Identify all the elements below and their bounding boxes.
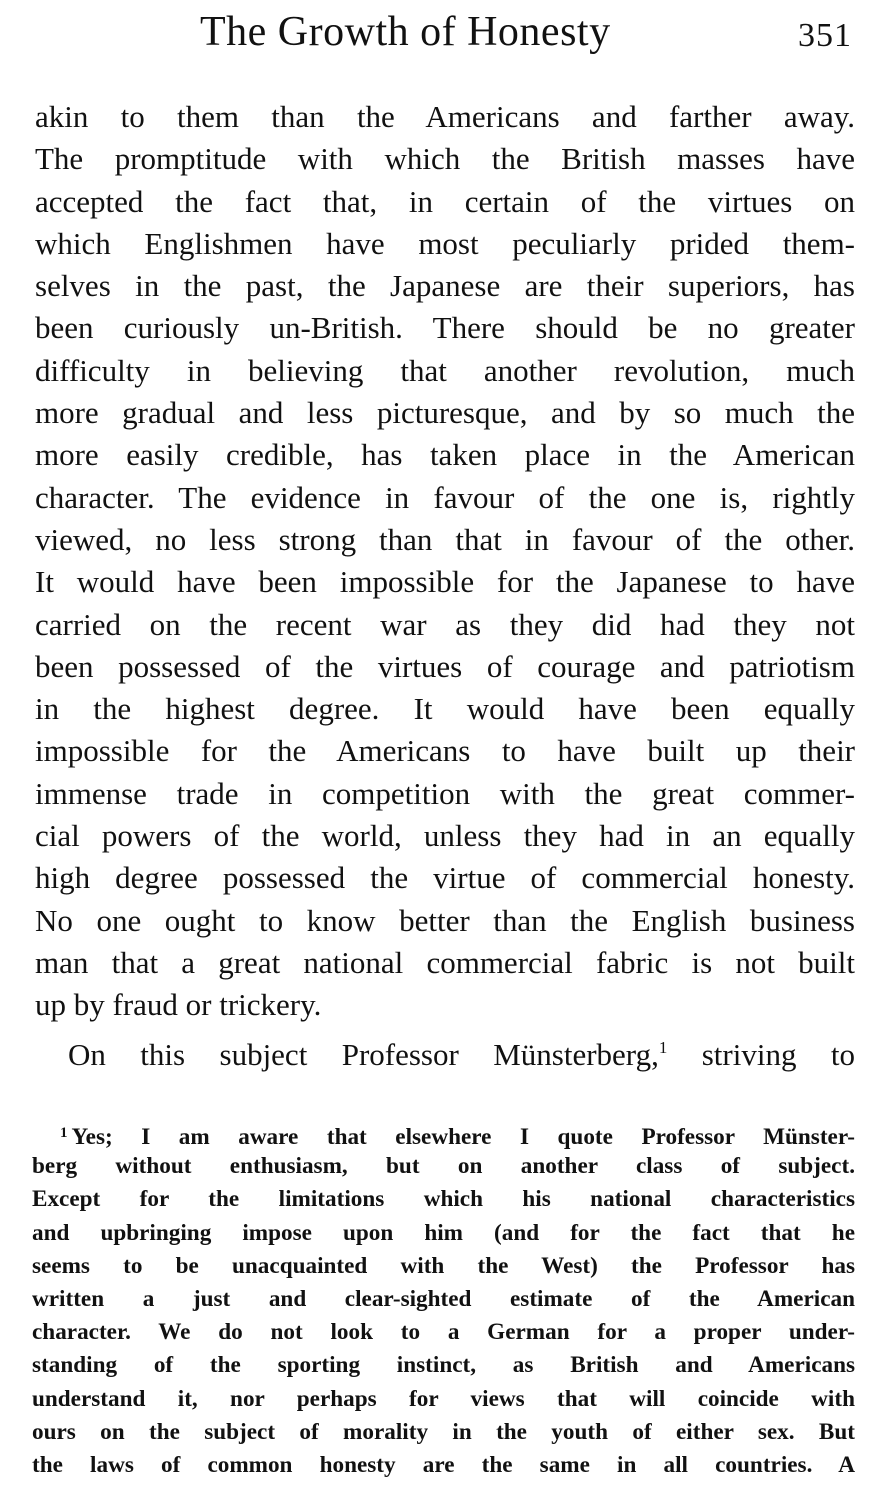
body-line: in the highest degree. It would have been equally bbox=[35, 691, 855, 727]
body-text bbox=[35, 96, 855, 1072]
body-line: been possessed of the virtues of courage and patriotism bbox=[35, 648, 855, 684]
body-line: selves in the past, the Japanese are their superiors, has bbox=[35, 268, 855, 304]
body-line: which Englishmen have most peculiarly prided them- bbox=[35, 225, 855, 261]
body-line: It would have been impossible for the Japanese to have bbox=[35, 564, 855, 600]
footnote-line: standing of the sporting instinct, as British and Americans bbox=[32, 1352, 855, 1379]
body-line: immense trade in competition with the great commer- bbox=[35, 775, 855, 811]
footnote-line: berg without enthusiasm, but on another class of subject. bbox=[32, 1153, 855, 1180]
running-header bbox=[0, 6, 870, 60]
footnote-line: seems to be unacquainted with the West) the Professor has bbox=[32, 1252, 855, 1279]
footnote-line: written a just and clear-sighted estimate of the American bbox=[32, 1285, 855, 1312]
footnote-line: the laws of common honesty are the same in all countries. A bbox=[32, 1451, 855, 1478]
footnote-line: understand it, nor perhaps for views that will coincide with bbox=[32, 1385, 855, 1412]
body-line-end: striving to bbox=[667, 1036, 855, 1072]
footnote-reference[interactable]: 1 bbox=[658, 1037, 668, 1057]
footnote-line: and upbringing impose upon him (and for the fact that he bbox=[32, 1219, 855, 1246]
body-line: viewed, no less strong than that in favour of the other. bbox=[35, 521, 855, 557]
running-title: The Growth of Honesty bbox=[200, 9, 611, 55]
body-line: difficulty in believing that another revolution, much bbox=[35, 352, 855, 388]
footnote-line: ours on the subject of morality in the youth of either sex. But bbox=[32, 1418, 855, 1445]
body-line: cial powers of the world, unless they had in an equally bbox=[35, 818, 855, 854]
body-line: up by fraud or trickery. bbox=[35, 987, 322, 1023]
footnote-mark: 1 bbox=[60, 1125, 68, 1141]
page-number: 351 bbox=[798, 17, 852, 54]
body-line: man that a great national commercial fabric is not built bbox=[35, 944, 855, 980]
body-line: accepted the fact that, in certain of the virtues on bbox=[35, 183, 855, 219]
body-line: No one ought to know better than the English business bbox=[35, 902, 855, 938]
body-line: carried on the recent war as they did had they not bbox=[35, 606, 855, 642]
body-line: been curiously un-British. There should be no greater bbox=[35, 310, 855, 346]
body-line-with-footnote-ref bbox=[35, 1027, 855, 1072]
body-line: high degree possessed the virtue of commercial honesty. bbox=[35, 860, 855, 896]
body-line: more easily credible, has taken place in the American bbox=[35, 437, 855, 473]
body-line: character. The evidence in favour of the one is, rightly bbox=[35, 479, 855, 515]
footnote-line: Except for the limitations which his national characteristics bbox=[32, 1186, 855, 1213]
body-line: impossible for the Americans to have built up their bbox=[35, 733, 855, 769]
body-line-start: On this subject Professor Münsterberg, bbox=[68, 1036, 659, 1072]
body-line: akin to them than the Americans and farther away. bbox=[35, 99, 855, 134]
body-line: more gradual and less picturesque, and by so much the bbox=[35, 395, 855, 431]
body-line: The promptitude with which the British masses have bbox=[35, 141, 855, 177]
footnote-line: character. We do not look to a German for a proper under- bbox=[32, 1319, 855, 1346]
footnote-line-text: Yes; I am aware that elsewhere I quote Professor Münster- bbox=[71, 1124, 855, 1150]
footnote-first-line bbox=[32, 1117, 855, 1150]
footnote bbox=[32, 1117, 855, 1482]
